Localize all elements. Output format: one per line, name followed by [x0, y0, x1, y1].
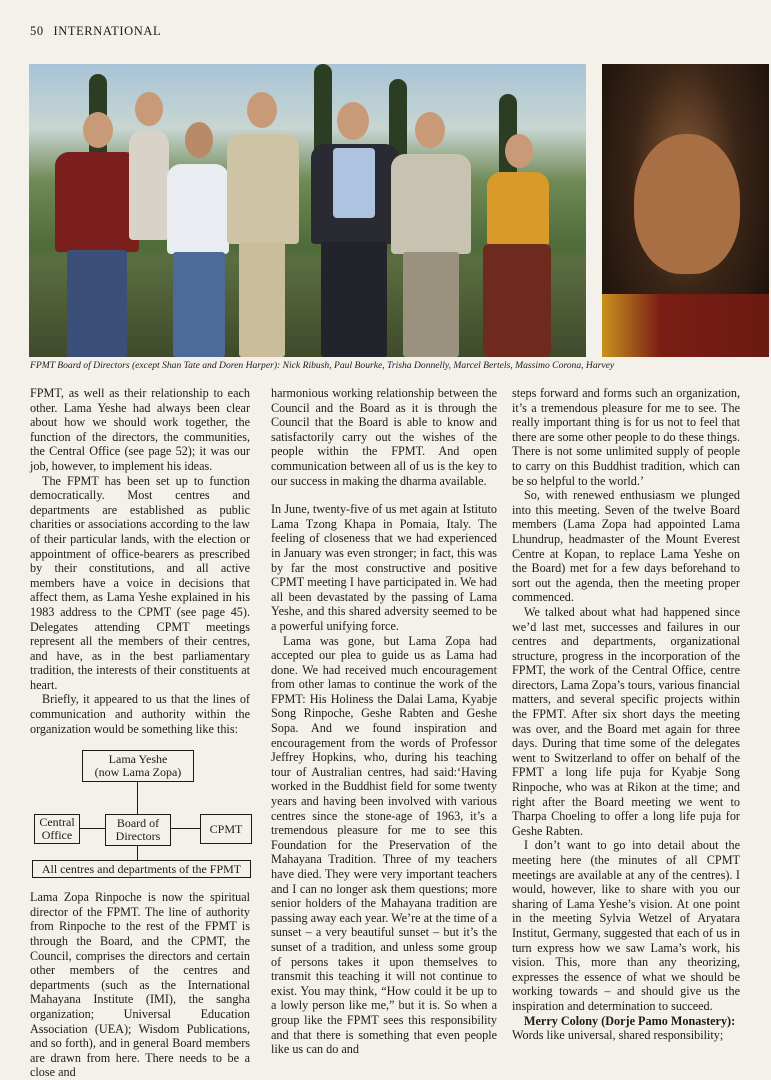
paragraph: Words like universal, shared responsibility; [512, 1028, 724, 1043]
paragraph: Lama Zopa Rinpoche is now the spiritual director of the FPMT. The line of authority from Rinpoche to the rest of the FPMT is through the Board, and the CPMT, the Council, comprises the directors and certain other members of the centres and departments (such as the International Mahayana Institute (IMI), the sangha organization; Universal Education Association (UEA); Wisdom Publications, and so forth), and in general Board members are drawn from here. There needs to be a close and [30, 890, 250, 1080]
diagram-box-board: Board of Directors [105, 814, 171, 846]
page-number: 50 [30, 24, 44, 38]
paragraph: So, with renewed enthusiasm we plunged into this meeting. Seven of the twelve Board members (Lama Zopa had appointed Lama Lhundrup, headmaster of the Mount Everest Centre at Kopan, to replace Lama Yeshe on the Board) met for a few days beforehand to sort out the agenda, then the meeting proper commenced. [512, 488, 740, 605]
portrait-face [634, 134, 740, 274]
portrait-robe [602, 294, 769, 357]
diagram-box-cpmt: CPMT [200, 814, 252, 844]
paragraph: steps forward and forms such an organization, it’s a tremendous pleasure for me to see. The really important thing is for us not to feel that there are some other people to do these things. There is not some unlimited supply of people to carry on this Buddhist tradition, which can be so helpful to the world.’ [512, 386, 740, 488]
organization-diagram [30, 746, 250, 876]
paragraph: Briefly, it appeared to us that the lines of communication and authority within the organization would be something like this: [30, 692, 250, 736]
paragraph: harmonious working relationship between the Council and the Board as it is through the Council that the Board is able to know and satisfactorily carry out the wishes of the people within the FPMT. And open communication between all of us is the key to our success in making the dharma available. [271, 386, 497, 488]
page-header [30, 24, 161, 39]
paragraph: Lama was gone, but Lama Zopa had accepted our plea to guide us as Lama had done. We had received much encouragement from other lamas to continue the work of the FPMT: His Holiness the Dalai Lama, Kyabje Song Rinpoche, Geshe Rabten and Geshe Sopa. And we found inspiration and encouragement from the words of Professor Jeffrey Hopkins, who, during his teaching tour of Australian centres, had said:‘Having worked in the Buddhist field for some twenty years and having been involved with various centres since the stone-age of 1963, it’s a tremendous pleasure for me to see this Foundation for the Preservation of the Mahayana Tradition. Three of my teachers have died. They were very important teachers and I can no longer ask them questions; more senior holders of the Mahayana tradition are passing away each year. We’re at the time of a sunset – a very beautiful sunset – but it’s the sunset of a tradition, and unless some group of persons takes it upon themselves to transmit this teaching it will not continue to exist. You may think, “How could it be up to a lowly person like me,” but it is. So when a group like the FPMT sees this responsibility and that there is something that even people like us can do and [271, 633, 497, 1057]
speaker-name: Merry Colony (Dorje Pamo Monastery): [524, 1013, 736, 1028]
photo-caption: FPMT Board of Directors (except Shan Tate and Doren Harper): Nick Ribush, Paul Bourke, Trisha Donnelly, Marcel Bertels, Massimo Corona, Harvey [30, 360, 615, 371]
text-column-3 [512, 386, 740, 1043]
diagram-box-lama: Lama Yeshe (now Lama Zopa) [82, 750, 194, 782]
diagram-box-central-office: Central Office [34, 814, 80, 844]
text-column-1 [30, 386, 250, 1080]
paragraph: The FPMT has been set up to function democratically. Most centres and departments are established as public charities or associations according to the law of their particular lands, with the election or appointment of office-bearers as prescribed by their constitutions, and all active members have a voice in decisions that affect them, as Lama Yeshe explained in his 1983 address to the CPMT (see page 45). Delegates attending CPMT meetings represent all the members of their centres, and have, as in the best parliamentary tradition, the interests of their constituents at heart. [30, 473, 250, 692]
paragraph: FPMT, as well as their relationship to each other. Lama Yeshe had always been clear about how we should work together, the function of the directors, the communities, the Central Office (see page 52); it was our job, however, to implement his ideas. [30, 386, 250, 473]
section-title: INTERNATIONAL [53, 24, 162, 38]
paragraph: In June, twenty-five of us met again at Istituto Lama Tzong Khapa in Pomaia, Italy. The feeling of closeness that we had experienced in January was even stronger; in fact, this was by far the most constructive and positive CPMT meeting I have participated in. We had all been devastated by the passing of Lama Yeshe, and this shared adversity seemed to be a powerful unifying force. [271, 502, 497, 633]
text-column-2 [271, 386, 497, 1057]
paragraph: We talked about what had happened since we’d last met, successes and failures in our centres and departments, organizational structure, progress in the incorporation of the FPMT, the work of the Central Office, centre directors, Lama Zopa’s tours, various financial matters, and several specific projects within the FPMT. After six short days the meeting was over, and the Board met again for three days. During that time some of the delegates went to Switzerland to offer on behalf of the FPMT a long life puja for Kyabje Song Rinpoche, who was at Rikon at the time; and right after the Board meeting we went to Tharpa Choeling to offer a long life puja for Geshe Rabten. [512, 604, 740, 838]
group-photo [29, 64, 586, 357]
paragraph: I don’t want to go into detail about the meeting here (the minutes of all CPMT meetings are available at any of the centres). I would, however, like to share with you our sharing of Lama Yeshe’s vision. At one point in the meeting Sylvia Wetzel of Aryatara Institut, Germany, suggested that each of us in turn express how we saw Lama’s work, his vision. This, more than any theorizing, expresses the essence of what we should be working towards – and should give us the inspiration and determination to succeed. [512, 838, 740, 1013]
portrait-photo [602, 64, 769, 357]
diagram-box-all-centres: All centres and departments of the FPMT [32, 860, 251, 878]
